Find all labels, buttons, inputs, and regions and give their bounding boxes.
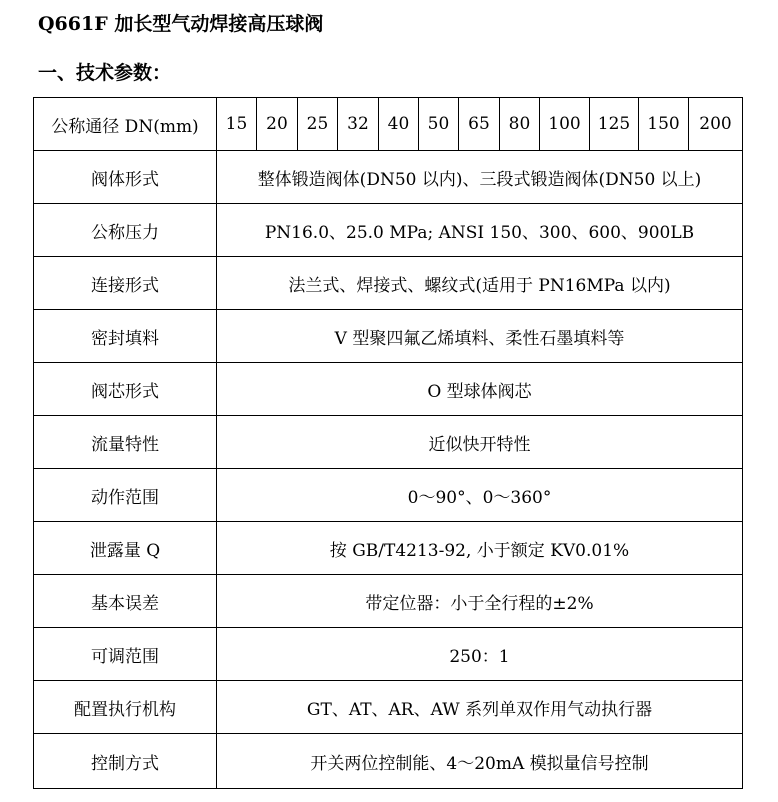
row-label: 流量特性	[34, 416, 217, 469]
row-value: 整体锻造阀体(DN50 以内)、三段式锻造阀体(DN50 以上)	[217, 151, 743, 204]
row-label: 控制方式	[34, 734, 217, 789]
row-value: 带定位器：小于全行程的±2%	[217, 575, 743, 628]
dn-value-cell: 40	[379, 98, 419, 151]
table-row	[34, 151, 743, 204]
row-label: 动作范围	[34, 469, 217, 522]
table-row	[34, 734, 743, 789]
table-row	[34, 363, 743, 416]
table-row	[34, 416, 743, 469]
document-title: Q661F 加长型气动焊接高压球阀	[38, 13, 324, 35]
row-value: 按 GB/T4213-92, 小于额定 KV0.01%	[217, 522, 743, 575]
table-row-dn	[34, 98, 743, 151]
table-row	[34, 522, 743, 575]
row-label: 公称压力	[34, 204, 217, 257]
dn-value-cell: 100	[540, 98, 590, 151]
table-row	[34, 575, 743, 628]
dn-value-cell: 80	[500, 98, 540, 151]
table-row	[34, 469, 743, 522]
row-value: GT、AT、AR、AW 系列单双作用气动执行器	[217, 681, 743, 734]
row-value: V 型聚四氟乙烯填料、柔性石墨填料等	[217, 310, 743, 363]
row-label: 连接形式	[34, 257, 217, 310]
dn-value-cell: 125	[590, 98, 639, 151]
row-value: 开关两位控制能、4～20mA 模拟量信号控制	[217, 734, 743, 789]
dn-value-cell: 15	[217, 98, 257, 151]
row-value: 0～90°、0～360°	[217, 469, 743, 522]
table-row	[34, 204, 743, 257]
dn-value-cell: 150	[639, 98, 689, 151]
row-value: O 型球体阀芯	[217, 363, 743, 416]
row-label: 泄露量 Q	[34, 522, 217, 575]
row-value: PN16.0、25.0 MPa; ANSI 150、300、600、900LB	[217, 204, 743, 257]
dn-value-cell: 20	[257, 98, 298, 151]
dn-value-cell: 25	[298, 98, 338, 151]
dn-value-cell: 32	[338, 98, 379, 151]
row-label: 基本误差	[34, 575, 217, 628]
dn-value-cell: 200	[689, 98, 743, 151]
table-row	[34, 681, 743, 734]
spec-table	[33, 97, 743, 789]
row-value: 法兰式、焊接式、螺纹式(适用于 PN16MPa 以内)	[217, 257, 743, 310]
row-label: 配置执行机构	[34, 681, 217, 734]
section-heading: 一、技术参数：	[38, 62, 172, 84]
row-value: 近似快开特性	[217, 416, 743, 469]
table-row	[34, 257, 743, 310]
dn-value-cell: 50	[419, 98, 459, 151]
row-label: 可调范围	[34, 628, 217, 681]
row-label: 阀体形式	[34, 151, 217, 204]
row-label: 阀芯形式	[34, 363, 217, 416]
row-label: 密封填料	[34, 310, 217, 363]
dn-label-cell: 公称通径 DN(mm)	[34, 98, 217, 151]
dn-value-cell: 65	[459, 98, 500, 151]
row-value: 250：1	[217, 628, 743, 681]
table-row	[34, 310, 743, 363]
table-row	[34, 628, 743, 681]
